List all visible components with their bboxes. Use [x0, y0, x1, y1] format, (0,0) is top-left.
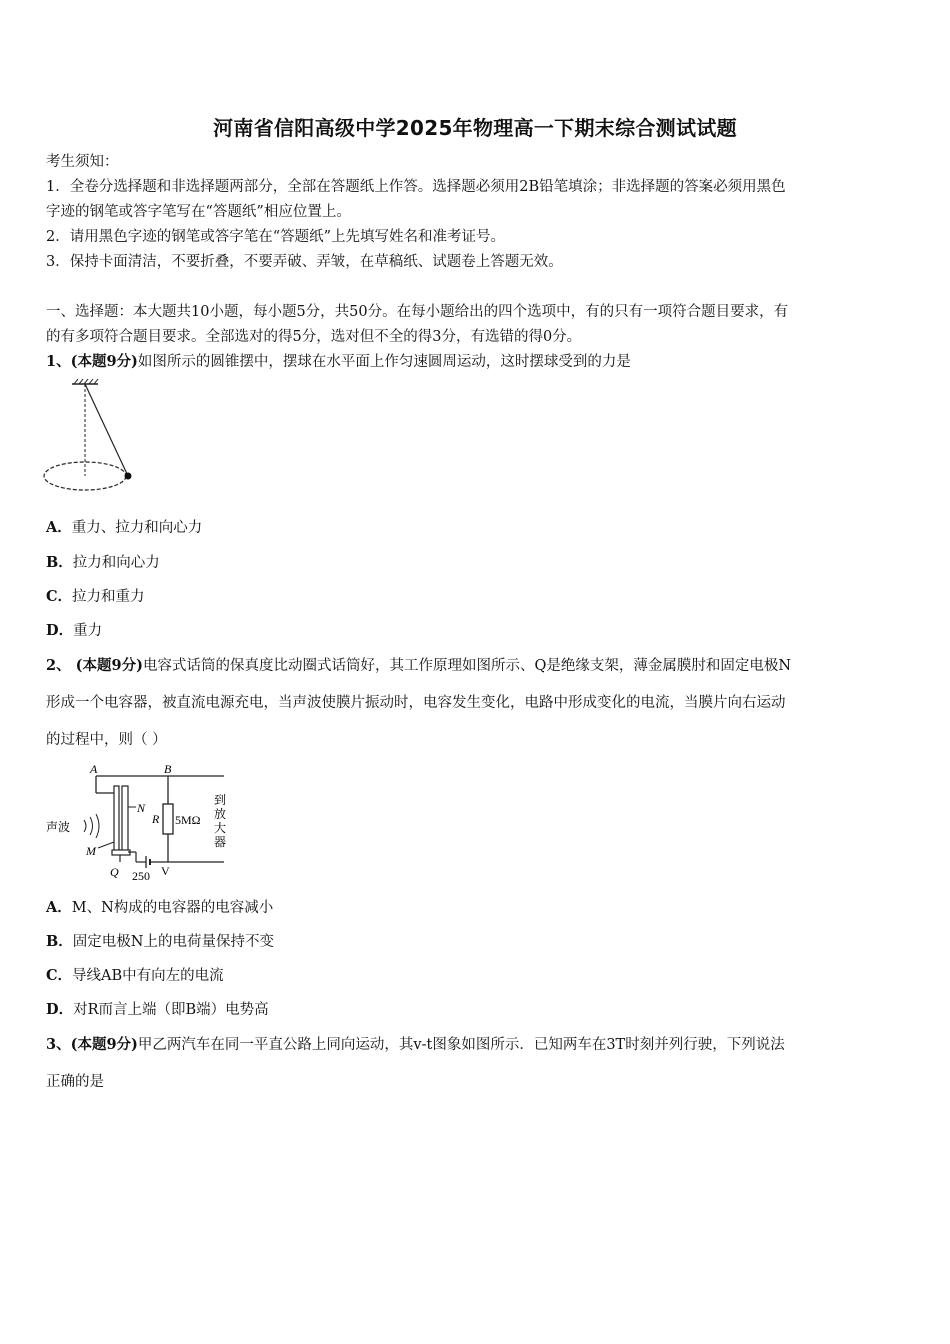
notice-line-2: 字迹的钢笔或答字笔写在“答题纸”相应位置上。	[46, 204, 351, 220]
microphone-circuit-figure	[44, 760, 234, 886]
question-1-prefix: 1、(本题9分)	[46, 353, 138, 370]
question-2-stem-line-1: 2、 (本题9分)电容式话筒的保真度比动圈式话筒好，其工作原理如图所示、Q是绝缘支架，薄金属膜肘和固定电极N	[46, 657, 792, 674]
q1-option-c[interactable]: C．拉力和重力	[46, 588, 145, 605]
side-label-4: 器	[214, 835, 227, 849]
side-label-1: 到	[214, 793, 227, 807]
question-2-stem-line-3: 的过程中，则（ ）	[46, 732, 167, 748]
question-2-stem-line-2: 形成一个电容器，被直流电源充电，当声波使膜片振动时，电容发生变化，电路中形成变化的电流，当膜片向右运动	[46, 695, 786, 711]
voltage-unit: V	[161, 864, 170, 878]
q1-option-d[interactable]: D．重力	[46, 622, 103, 639]
section-line-1: 一、选择题：本大题共10小题，每小题5分，共50分。在每小题给出的四个选项中，有的只有一项符合题目要求，有	[46, 304, 789, 320]
electrode-n	[122, 786, 128, 852]
side-label-2: 放	[214, 807, 227, 821]
resistor-value: 5MΩ	[175, 813, 201, 827]
conical-pendulum-figure	[40, 378, 150, 498]
q2-option-c[interactable]: C．导线AB中有向左的电流	[46, 967, 224, 984]
notice-line-3: 2．请用黑色字迹的钢笔或答字笔在“答题纸”上先填写姓名和准考证号。	[46, 229, 506, 245]
q1-option-b[interactable]: B．拉力和向心力	[46, 554, 160, 571]
label-a: A	[90, 762, 98, 776]
question-3-prefix: 3、(本题9分)	[46, 1036, 138, 1053]
notice-line-1: 1．全卷分选择题和非选择题两部分，全部在答题纸上作答。选择题必须用2B铅笔填涂；非选择题的答案必须用黑色	[46, 179, 786, 195]
sound-label: 声波	[46, 820, 71, 834]
membrane-m	[114, 786, 119, 852]
question-2-prefix: 2、 (本题9分)	[46, 657, 143, 674]
side-label-3: 大	[214, 821, 227, 835]
question-1-stem	[46, 352, 908, 372]
q1-option-a[interactable]: A．重力、拉力和向心力	[46, 519, 203, 536]
page-title: 河南省信阳高级中学2025年物理高一下期末综合测试试题	[213, 116, 737, 140]
question-3-stem-line-1: 3、(本题9分)甲乙两汽车在同一平直公路上同向运动，其v-t图象如图所示．已知两车在3T时刻并列行驶，下列说法	[46, 1036, 785, 1053]
q2-option-a[interactable]: A．M、N构成的电容器的电容减小	[46, 899, 274, 916]
notice-line-4: 3．保持卡面清洁，不要折叠，不要弄破、弄皱，在草稿纸、试题卷上答题无效。	[46, 254, 563, 270]
section-line-2: 的有多项符合题目要求。全部选对的得5分，选对但不全的得3分，有选错的得0分。	[46, 329, 582, 345]
label-q: Q	[110, 865, 119, 879]
question-3-stem-line-2: 正确的是	[46, 1074, 104, 1090]
label-n: N	[137, 801, 146, 815]
resistor-r	[163, 804, 173, 834]
notice-heading: 考生须知：	[46, 154, 119, 170]
label-r: R	[152, 812, 160, 826]
q2-option-d[interactable]: D．对R而言上端（即B端）电势高	[46, 1001, 269, 1018]
q2-option-b[interactable]: B．固定电极N上的电荷量保持不变	[46, 933, 274, 950]
label-b: B	[164, 762, 172, 776]
voltage-value: 250	[132, 869, 150, 883]
label-m: M	[86, 844, 96, 858]
question-1-text: 如图所示的圆锥摆中，摆球在水平面上作匀速圆周运动，这时摆球受到的力是	[137, 354, 631, 370]
